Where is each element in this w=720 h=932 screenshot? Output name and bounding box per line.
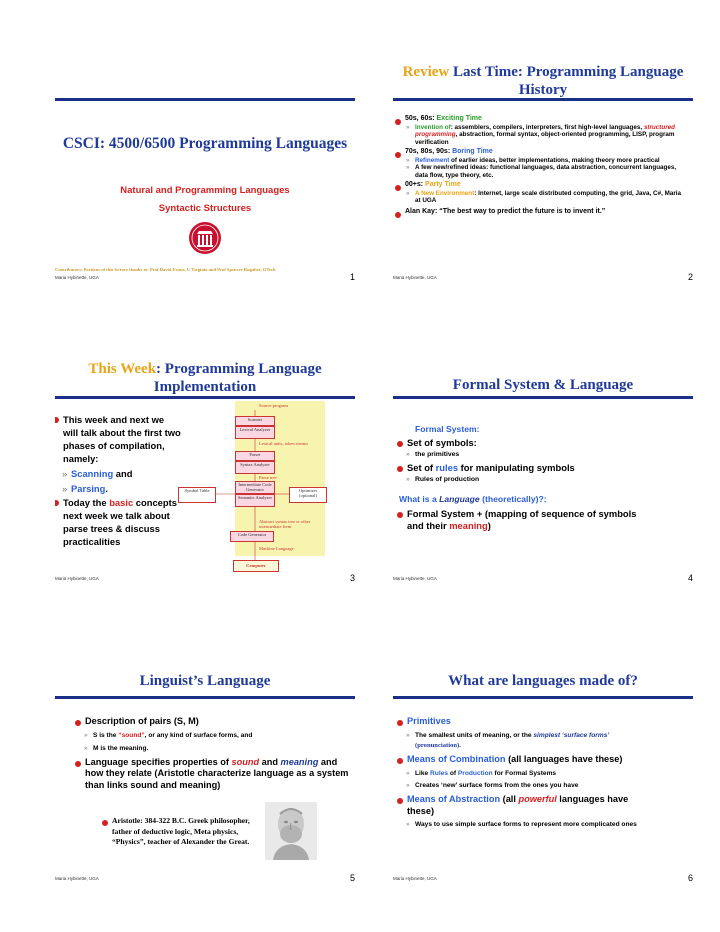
list-item: » M is the meaning. (81, 743, 350, 754)
diagram-symbol-box: Symbol Table (178, 487, 216, 503)
slide-2-rule (393, 98, 693, 101)
slide-6-bullets (397, 716, 687, 830)
diagram-computer-box: Computer (233, 560, 279, 572)
list-item: 50s, 60s: Exciting Time (395, 115, 687, 124)
list-item: 00+s: Party Time (395, 181, 687, 190)
diagram-machine-label: Machine Language (259, 546, 294, 551)
slide-3-rule (55, 396, 355, 399)
list-item: Set of symbols: (397, 437, 687, 449)
slide-1 (55, 55, 355, 280)
slide-5-bullets (75, 716, 350, 791)
slide-1-credit: Contributors: Portions of this lecture thanks to: Prof David Evans, U Virginia and Prof Spencer Rugaber, GTech (55, 267, 276, 272)
list-item: » A few new/refined ideas: functional languages, data abstraction, concurrent languages, data flow, type theory, etc. (403, 164, 687, 179)
diagram-scanner-box: Scanner (235, 416, 275, 426)
slide-3-title-highlight: This Week (88, 361, 157, 377)
slide-6-footer: Maria Hybinette, UGA (393, 876, 437, 881)
slide-6-title: What are languages made of? (448, 673, 638, 689)
uga-logo (188, 221, 222, 260)
slide-4-number: 4 (687, 573, 693, 581)
diagram-connectors (175, 401, 355, 576)
list-item: 70s, 80s, 90s: Boring Time (395, 148, 687, 157)
slide-2-bullets (395, 115, 687, 216)
diagram-tokens-label: Lexical units, token stream (259, 441, 308, 446)
diagram-parser-box: Parser (235, 451, 275, 461)
aristotle-bust-image (265, 802, 317, 860)
diagram-optimizer-box: Optimizer (optional) (289, 487, 327, 503)
slide-3-bullets (55, 413, 181, 548)
slide-4-rule (393, 396, 693, 399)
list-item: » the primitives (403, 449, 687, 460)
list-item: » Refinement of earlier ideas, better implementations, making theory more practical (403, 157, 687, 165)
slide-2 (393, 55, 693, 280)
list-item: » Rules of production (403, 474, 687, 485)
slide-3-title (55, 360, 355, 396)
slide-3-number: 3 (349, 573, 355, 581)
slide-4-title: Formal System & Language (452, 377, 634, 393)
diagram-codegen-box: Code Generator (230, 531, 274, 542)
slide-1-footer: Maria Hybinette, UGA (55, 275, 99, 280)
slide-5-footer: Maria Hybinette, UGA (55, 876, 99, 881)
slide-5-title: Linguist’s Language (139, 673, 271, 689)
slide-3 (55, 356, 355, 581)
slide-2-title (393, 63, 693, 99)
slide-4-footer: Maria Hybinette, UGA (393, 576, 437, 581)
slide-2-number: 2 (687, 272, 693, 280)
slide-5-number: 5 (349, 873, 355, 881)
diagram-icg-box: Intermediate Code Generator (235, 481, 275, 494)
diagram-semantic-box: Semantic Analyzer (235, 494, 275, 507)
slide-3-footer: Maria Hybinette, UGA (55, 576, 99, 581)
uga-arch-icon (188, 221, 222, 255)
slide-1-subtitle-2: Syntactic Structures (158, 203, 252, 214)
slide-6-number: 6 (687, 873, 693, 881)
list-item: » Like Rules of Production for Formal Systems (403, 768, 687, 779)
slide-2-footer: Maria Hybinette, UGA (393, 275, 437, 280)
list-item: Formal System + (mapping of sequence of symbols and their meaning) (397, 508, 647, 532)
slide-4-heading-1: Formal System: (415, 424, 480, 434)
list-item: Today the basic concepts next week we talk about parse trees & discuss practicalities (55, 496, 181, 548)
slide-4 (393, 356, 693, 581)
list-item: » S is the “sound”, or any kind of surface forms, and (81, 730, 350, 741)
list-item: » Creates ‘new’ surface forms from the ones you have (403, 780, 687, 791)
list-item: Aristotle: 384-322 B.C. Greek philosopher, father of deductive logic, Meta physics, “Physics”, teacher of Alexander the Great. (102, 816, 262, 848)
list-item: Set of rules for manipulating symbols (397, 462, 687, 474)
slide-4-bullets-1 (397, 437, 687, 485)
diagram-syntax-box: Syntax Analyzer (235, 461, 275, 474)
slide-1-title: CSCI: 4500/6500 Programming Languages (62, 135, 348, 152)
slide-1-subtitle-1: Natural and Programming Languages (120, 185, 290, 196)
diagram-ast-label: Abstract syntax tree or other intermediate form (259, 519, 311, 529)
list-item: Means of Combination (all languages have these) (397, 754, 687, 766)
list-item: » Ways to use simple surface forms to represent more complicated ones (403, 820, 655, 830)
list-item: » The smallest units of meaning, or the simplest ‘surface forms’ (pronunciation). (403, 731, 655, 751)
slide-5 (55, 656, 355, 881)
list-item: Alan Kay: “The best way to predict the future is to invent it.” (395, 208, 687, 217)
slide-1-rule (55, 98, 355, 101)
list-item: Description of pairs (S, M) (75, 716, 350, 728)
diagram-parse-label: Parse tree (259, 475, 277, 480)
slide-5-bullets-2 (102, 816, 262, 848)
list-item: » A New Environment: Internet, large scale distributed computing, the grid, Java, C#, Maria at UGA (403, 190, 687, 205)
list-item: Primitives (397, 716, 687, 728)
compiler-diagram (175, 401, 355, 576)
slide-6-rule (393, 696, 693, 699)
list-item: » Invention of: assemblers, compilers, interpreters, first high-level languages, structured programming, abstraction, formal syntax, object-oriented programming, LISP, program verification (403, 124, 687, 147)
slide-4-heading-2: What is a Language (theoretically)?: (399, 494, 547, 504)
slide-3-title-rest: : Programming Language Implementation (153, 361, 322, 395)
list-item: » Parsing. (59, 482, 181, 495)
slide-4-bullets-2 (397, 508, 647, 532)
aristotle-bust-icon (265, 802, 317, 860)
list-item: » Scanning and (59, 467, 181, 480)
slide-2-title-highlight: Review (402, 64, 450, 80)
list-item: Language specifies properties of sound and meaning and how they relate (Aristotle characterize language as a system than links sound and meaning) (75, 757, 350, 792)
diagram-source-label: Source program (259, 403, 288, 408)
list-item: This week and next we will talk about the first two phases of compilation, namely: (55, 413, 181, 465)
slide-2-title-rest: Last Time: Programming Language History (449, 64, 684, 98)
list-item: Means of Abstraction (all powerful languages have these) (397, 794, 657, 817)
slide-5-rule (55, 696, 355, 699)
slide-1-number: 1 (349, 272, 355, 280)
slide-6 (393, 656, 693, 881)
diagram-lexical-box: Lexical Analyzer (235, 426, 275, 439)
